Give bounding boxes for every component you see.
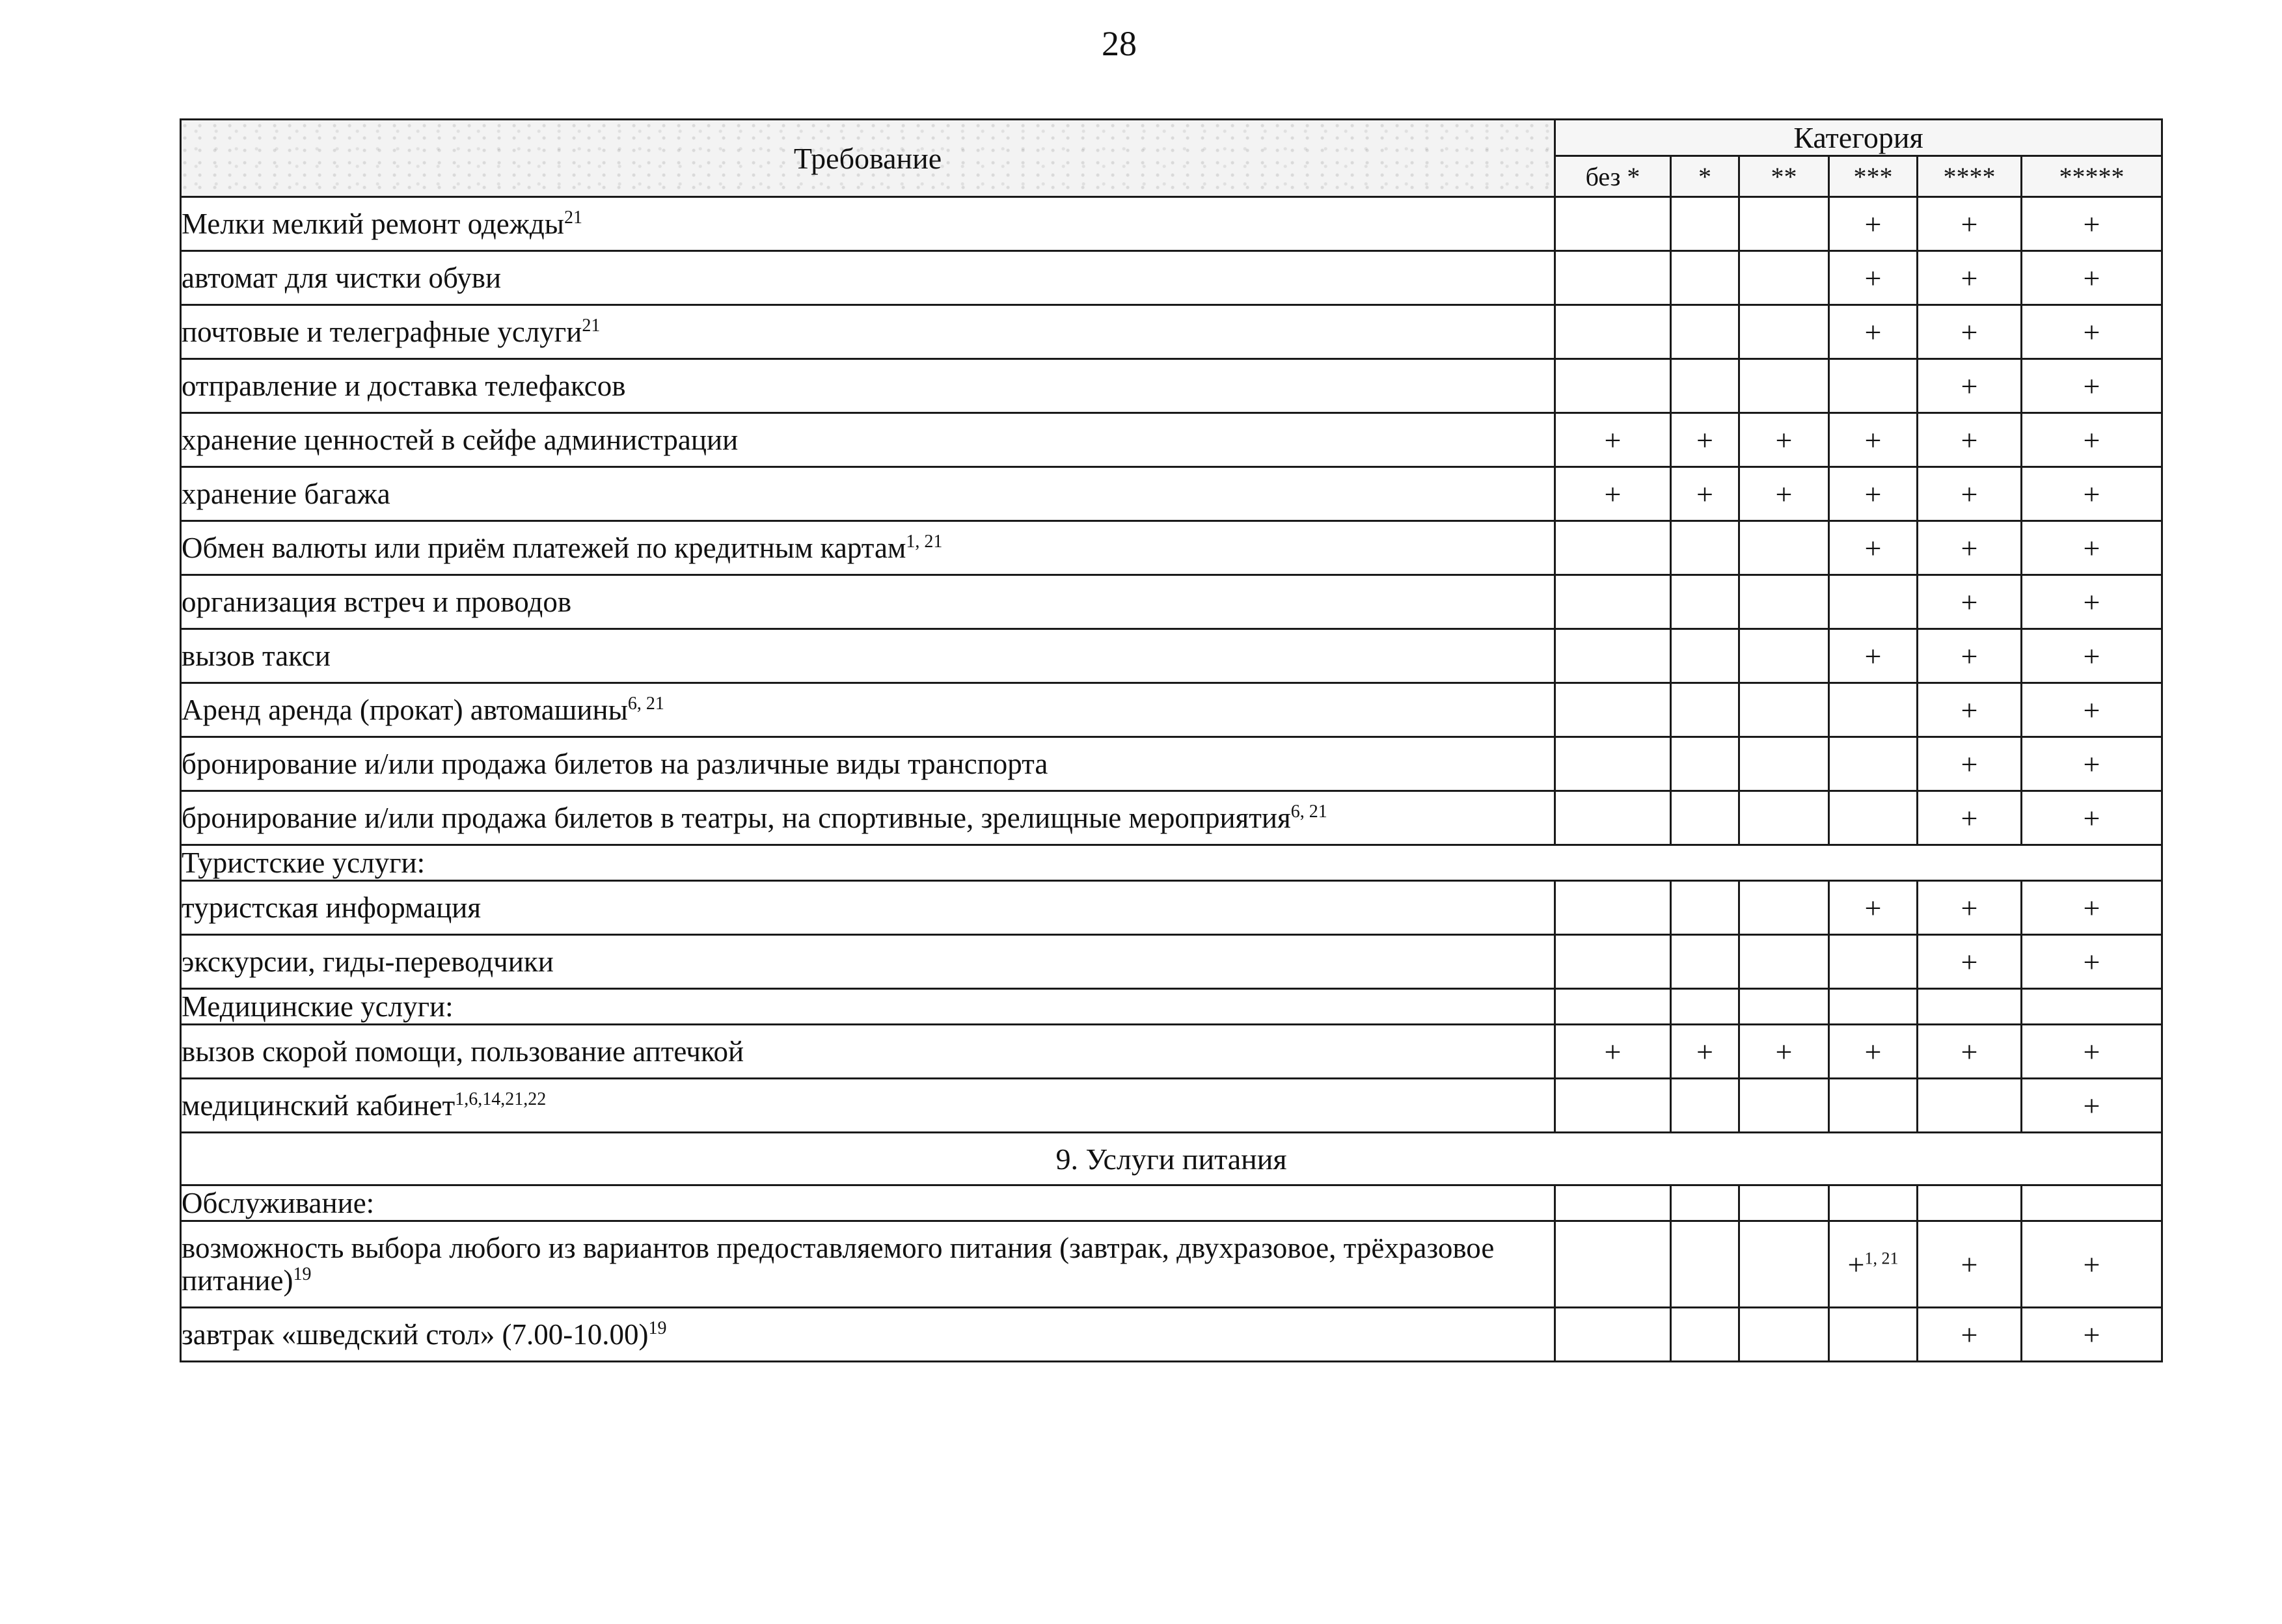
- category-mark: [1739, 467, 1829, 521]
- category-mark: [1918, 683, 2022, 737]
- mark-value: +: [1961, 207, 1978, 241]
- table-row: [181, 359, 2162, 413]
- table-row: [181, 683, 2162, 737]
- page-number: 28: [1102, 24, 1137, 63]
- requirement-text: автомат для чистки обуви: [182, 262, 502, 294]
- category-mark: [1555, 251, 1671, 305]
- group-label: Обслуживание:: [181, 1185, 1555, 1221]
- mark-value: +: [2083, 891, 2100, 925]
- requirement-cell: [181, 413, 1555, 467]
- empty-cell: [1918, 989, 2022, 1025]
- mark-value: +: [1775, 477, 1793, 511]
- category-mark: [1671, 305, 1739, 359]
- requirement-cell: [181, 521, 1555, 575]
- column-header: *: [1671, 156, 1739, 197]
- table-row: [181, 1025, 2162, 1079]
- category-mark: [1739, 791, 1829, 845]
- requirement-cell: [181, 575, 1555, 629]
- category-mark: [1918, 1025, 2022, 1079]
- category-mark: [1555, 1079, 1671, 1133]
- table-row: [181, 413, 2162, 467]
- footnote-ref: 19: [648, 1318, 667, 1338]
- category-mark: [1671, 1308, 1739, 1362]
- category-mark: [1555, 1025, 1671, 1079]
- category-mark: [1829, 305, 1918, 359]
- category-mark: [2022, 1308, 2162, 1362]
- category-mark: [1671, 683, 1739, 737]
- category-mark: [1829, 197, 1918, 251]
- table-row: [181, 1133, 2162, 1185]
- table-row: [181, 845, 2162, 881]
- category-mark: [1829, 1025, 1918, 1079]
- mark-value: +: [2083, 261, 2100, 295]
- mark-value: +: [1961, 315, 1978, 349]
- requirement-text: отправление и доставка телефаксов: [182, 370, 626, 402]
- mark-value: +: [1864, 639, 1882, 673]
- mark-value: +: [1961, 693, 1978, 727]
- empty-cell: [1671, 1185, 1739, 1221]
- mark-value: +: [2083, 1318, 2100, 1351]
- table-body: [181, 197, 2162, 1362]
- table-row: [181, 521, 2162, 575]
- category-mark: [1739, 1221, 1829, 1308]
- requirement-text: хранение ценностей в сейфе администрации: [182, 424, 739, 456]
- requirement-cell: [181, 359, 1555, 413]
- table-row: [181, 1185, 2162, 1221]
- mark-value: +: [1864, 315, 1882, 349]
- category-mark: [1555, 1221, 1671, 1308]
- mark-value: +: [1864, 207, 1882, 241]
- category-mark: [1555, 1308, 1671, 1362]
- category-mark: [1739, 575, 1829, 629]
- category-mark: [1671, 737, 1739, 791]
- mark-value: +: [1864, 1035, 1882, 1068]
- category-mark: [1829, 467, 1918, 521]
- mark-value: +: [1864, 531, 1882, 565]
- mark-value: +: [1864, 261, 1882, 295]
- category-mark: [1918, 1079, 2022, 1133]
- mark-value: +: [1961, 477, 1978, 511]
- category-mark: [1671, 575, 1739, 629]
- empty-cell: [1918, 1185, 2022, 1221]
- category-mark: [1829, 683, 1918, 737]
- mark-value: +: [1961, 639, 1978, 673]
- mark-value: +: [1775, 1035, 1793, 1068]
- category-mark: [1555, 737, 1671, 791]
- category-mark: [1829, 791, 1918, 845]
- footnote-ref: 6, 21: [1290, 802, 1327, 822]
- category-mark: [1555, 413, 1671, 467]
- requirement-header: Требование: [181, 120, 1555, 197]
- category-mark: [2022, 305, 2162, 359]
- mark-value: +: [1696, 1035, 1713, 1068]
- category-mark: [2022, 413, 2162, 467]
- category-mark: [1918, 791, 2022, 845]
- requirement-text: Мелки мелкий ремонт одежды: [182, 208, 564, 240]
- category-mark: [2022, 1025, 2162, 1079]
- category-mark: [1918, 881, 2022, 935]
- category-mark: [1918, 305, 2022, 359]
- category-mark: [1739, 881, 1829, 935]
- category-mark: [1829, 629, 1918, 683]
- category-mark: [1739, 737, 1829, 791]
- empty-cell: [1671, 989, 1739, 1025]
- mark-value: +: [1961, 1035, 1978, 1068]
- mark-value: +: [2083, 207, 2100, 241]
- mark-value: +: [1961, 1318, 1978, 1351]
- mark-value: +: [1961, 261, 1978, 295]
- requirement-text: возможность выбора любого из вариантов предоставляемого питания (завтрак, двухразовое, трёхразовое питание): [182, 1232, 1495, 1297]
- category-mark: [2022, 791, 2162, 845]
- category-mark: [1829, 359, 1918, 413]
- requirement-text: организация встреч и проводов: [182, 586, 572, 618]
- category-mark: [1739, 935, 1829, 989]
- table-row: [181, 197, 2162, 251]
- mark-value: +: [1696, 423, 1713, 457]
- requirement-text: вызов скорой помощи, пользование аптечкой: [182, 1035, 744, 1068]
- category-mark: [2022, 683, 2162, 737]
- category-mark: [1829, 1079, 1918, 1133]
- mark-value: +: [2083, 423, 2100, 457]
- mark-value: +: [1864, 891, 1882, 925]
- requirement-cell: [181, 935, 1555, 989]
- mark-value: +: [2083, 693, 2100, 727]
- category-mark: [1739, 359, 1829, 413]
- requirement-cell: [181, 305, 1555, 359]
- category-mark: [1671, 935, 1739, 989]
- requirement-cell: [181, 1025, 1555, 1079]
- column-header: *****: [2022, 156, 2162, 197]
- requirement-cell: [181, 197, 1555, 251]
- category-mark: [1671, 359, 1739, 413]
- mark-value: +: [1604, 1035, 1622, 1068]
- empty-cell: [1829, 989, 1918, 1025]
- mark-value: +: [2083, 585, 2100, 619]
- mark-value: +: [2083, 801, 2100, 835]
- category-mark: [2022, 521, 2162, 575]
- category-mark: [1739, 251, 1829, 305]
- category-mark: [1671, 629, 1739, 683]
- category-mark: [1918, 1308, 2022, 1362]
- requirement-cell: [181, 881, 1555, 935]
- category-mark: [1918, 467, 2022, 521]
- mark-value: +: [1961, 1247, 1978, 1281]
- column-header: ***: [1829, 156, 1918, 197]
- category-mark: [1739, 683, 1829, 737]
- category-mark: [2022, 359, 2162, 413]
- column-header: ****: [1918, 156, 2022, 197]
- category-mark: [1829, 1221, 1918, 1308]
- category-mark: [1739, 197, 1829, 251]
- group-label: Медицинские услуги:: [181, 989, 1555, 1025]
- category-mark: [1555, 629, 1671, 683]
- category-mark: [1918, 251, 2022, 305]
- category-mark: [1671, 467, 1739, 521]
- mark-value: +: [2083, 477, 2100, 511]
- category-mark: [2022, 1221, 2162, 1308]
- table-row: [181, 737, 2162, 791]
- column-header: **: [1739, 156, 1829, 197]
- category-mark: [1555, 881, 1671, 935]
- category-mark: [1555, 359, 1671, 413]
- category-mark: [2022, 575, 2162, 629]
- table-row: [181, 881, 2162, 935]
- mark-value: +: [1961, 585, 1978, 619]
- mark-value: +: [1961, 531, 1978, 565]
- category-mark: [1918, 935, 2022, 989]
- category-mark: [1829, 413, 1918, 467]
- category-mark: [1829, 737, 1918, 791]
- category-mark: [1918, 521, 2022, 575]
- category-mark: [2022, 629, 2162, 683]
- category-mark: [1829, 575, 1918, 629]
- category-mark: [2022, 737, 2162, 791]
- requirement-text: туристская информация: [182, 891, 482, 924]
- mark-value: +: [1847, 1247, 1865, 1281]
- requirement-cell: [181, 251, 1555, 305]
- empty-cell: [1555, 989, 1671, 1025]
- requirement-cell: [181, 791, 1555, 845]
- category-mark: [1918, 629, 2022, 683]
- category-mark: [1671, 1221, 1739, 1308]
- category-header: Категория: [1555, 120, 2162, 156]
- category-mark: [1555, 791, 1671, 845]
- category-mark: [2022, 935, 2162, 989]
- category-mark: [1555, 467, 1671, 521]
- category-mark: [1671, 881, 1739, 935]
- category-mark: [1918, 359, 2022, 413]
- requirement-cell: [181, 629, 1555, 683]
- mark-value: +: [2083, 639, 2100, 673]
- table-row: [181, 251, 2162, 305]
- mark-value: +: [2083, 1035, 2100, 1068]
- footnote-ref: 1, 21: [906, 532, 943, 552]
- table-row: [181, 1308, 2162, 1362]
- mark-value: +: [1961, 423, 1978, 457]
- category-mark: [2022, 251, 2162, 305]
- category-mark: [1555, 575, 1671, 629]
- category-mark: [1671, 521, 1739, 575]
- mark-value: +: [1961, 801, 1978, 835]
- category-mark: [1555, 305, 1671, 359]
- category-mark: [1739, 521, 1829, 575]
- requirements-table: [180, 118, 2163, 1362]
- mark-value: +: [1604, 477, 1622, 511]
- mark-value: +: [1961, 945, 1978, 979]
- footnote-ref: 6, 21: [627, 694, 664, 714]
- category-mark: [1829, 935, 1918, 989]
- table-row: [181, 1079, 2162, 1133]
- category-mark: [2022, 197, 2162, 251]
- table-row: [181, 1221, 2162, 1308]
- footnote-ref: 1,6,14,21,22: [455, 1089, 547, 1109]
- category-mark: [1671, 1079, 1739, 1133]
- mark-value: +: [1864, 477, 1882, 511]
- table-row: [181, 467, 2162, 521]
- category-mark: [1671, 413, 1739, 467]
- category-mark: [1555, 521, 1671, 575]
- mark-value: +: [2083, 531, 2100, 565]
- empty-cell: [1739, 1185, 1829, 1221]
- category-mark: [1671, 791, 1739, 845]
- table-row: [181, 575, 2162, 629]
- requirement-text: вызов такси: [182, 640, 331, 672]
- mark-value: +: [1604, 423, 1622, 457]
- table-row: [181, 791, 2162, 845]
- table-row: [181, 305, 2162, 359]
- category-mark: [1739, 1079, 1829, 1133]
- requirement-cell: [181, 683, 1555, 737]
- requirement-text: медицинский кабинет: [182, 1089, 455, 1122]
- category-mark: [2022, 1079, 2162, 1133]
- mark-value: +: [2083, 1089, 2100, 1122]
- group-label: Туристские услуги:: [181, 845, 2162, 881]
- empty-cell: [1555, 1185, 1671, 1221]
- requirement-cell: [181, 1308, 1555, 1362]
- requirement-cell: [181, 1079, 1555, 1133]
- category-mark: [1918, 575, 2022, 629]
- requirement-cell: [181, 737, 1555, 791]
- mark-value: +: [2083, 747, 2100, 781]
- table-row: [181, 935, 2162, 989]
- category-mark: [1739, 1308, 1829, 1362]
- category-mark: [1671, 1025, 1739, 1079]
- category-mark: [2022, 881, 2162, 935]
- footnote-ref: 1, 21: [1864, 1249, 1899, 1268]
- mark-value: +: [1961, 369, 1978, 403]
- category-mark: [1918, 197, 2022, 251]
- mark-value: +: [2083, 369, 2100, 403]
- requirement-text: бронирование и/или продажа билетов в театры, на спортивные, зрелищные мероприятия: [182, 802, 1291, 834]
- empty-cell: [2022, 989, 2162, 1025]
- category-mark: [1739, 1025, 1829, 1079]
- category-mark: [1829, 251, 1918, 305]
- section-title: 9. Услуги питания: [181, 1133, 2162, 1185]
- empty-cell: [2022, 1185, 2162, 1221]
- category-mark: [1671, 251, 1739, 305]
- empty-cell: [1829, 1185, 1918, 1221]
- category-mark: [1829, 1308, 1918, 1362]
- mark-value: +: [1864, 423, 1882, 457]
- requirement-cell: [181, 467, 1555, 521]
- requirement-text: Аренд аренда (прокат) автомашины: [182, 694, 628, 726]
- category-mark: [1829, 881, 1918, 935]
- column-header: без *: [1555, 156, 1671, 197]
- mark-value: +: [1961, 891, 1978, 925]
- category-mark: [1555, 197, 1671, 251]
- mark-value: +: [2083, 945, 2100, 979]
- footnote-ref: 21: [564, 208, 582, 228]
- requirement-text: хранение багажа: [182, 478, 390, 510]
- mark-value: +: [2083, 315, 2100, 349]
- requirement-text: завтрак «шведский стол» (7.00-10.00): [182, 1318, 649, 1351]
- requirement-text: экскурсии, гиды-переводчики: [182, 945, 554, 978]
- requirement-cell: [181, 1221, 1555, 1308]
- category-mark: [1739, 413, 1829, 467]
- requirement-text: почтовые и телеграфные услуги: [182, 316, 582, 348]
- mark-value: +: [2083, 1247, 2100, 1281]
- footnote-ref: 19: [293, 1264, 312, 1284]
- category-mark: [2022, 467, 2162, 521]
- category-mark: [1555, 935, 1671, 989]
- mark-value: +: [1775, 423, 1793, 457]
- category-mark: [1739, 629, 1829, 683]
- table-row: [181, 629, 2162, 683]
- footnote-ref: 21: [582, 316, 601, 336]
- mark-value: +: [1696, 477, 1713, 511]
- mark-value: +: [1961, 747, 1978, 781]
- category-mark: [1829, 521, 1918, 575]
- category-mark: [1555, 683, 1671, 737]
- category-mark: [1918, 413, 2022, 467]
- category-mark: [1918, 737, 2022, 791]
- category-mark: [1918, 1221, 2022, 1308]
- requirement-text: Обмен валюты или приём платежей по кредитным картам: [182, 532, 906, 564]
- table-row: [181, 989, 2162, 1025]
- category-mark: [1671, 197, 1739, 251]
- empty-cell: [1739, 989, 1829, 1025]
- category-mark: [1739, 305, 1829, 359]
- requirement-text: бронирование и/или продажа билетов на различные виды транспорта: [182, 748, 1048, 780]
